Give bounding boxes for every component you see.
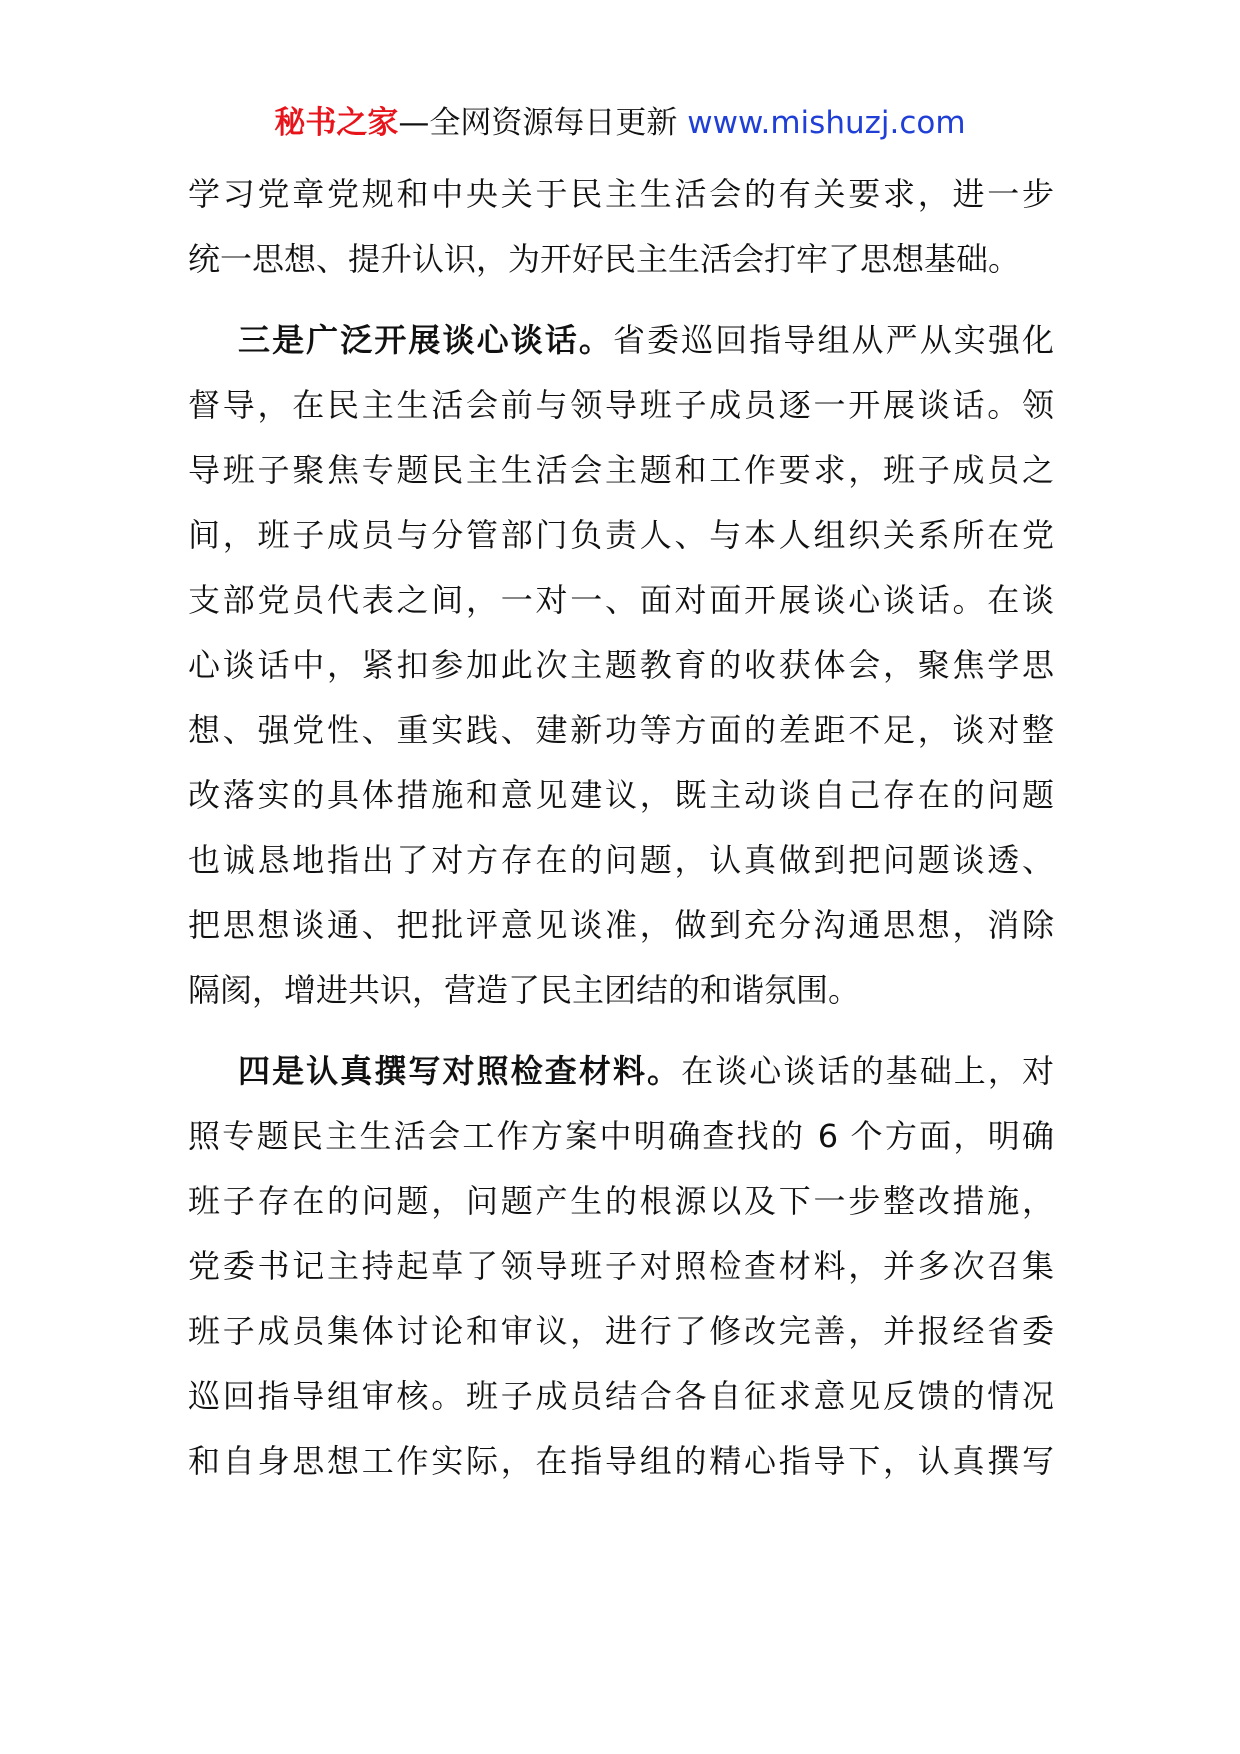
paragraph-three	[188, 308, 1054, 1023]
paragraph-first-line-text: 在谈心谈话的基础上，对	[681, 1052, 1054, 1090]
text-line: 想、强党性、重实践、建新功等方面的差距不足，谈对整	[188, 711, 1054, 749]
paragraph-first-line-text: 省委巡回指导组从严从实强化	[612, 321, 1054, 359]
text-line: 导班子聚焦专题民主生活会主题和工作要求，班子成员之	[188, 451, 1054, 489]
text-line: 间，班子成员与分管部门负责人、与本人组织关系所在党	[188, 516, 1054, 554]
paragraph-continued	[188, 162, 1054, 292]
text-line: 班子存在的问题，问题产生的根源以及下一步整改措施，	[188, 1182, 1054, 1220]
text-line: 把思想谈通、把批评意见谈准，做到充分沟通思想，消除	[188, 906, 1054, 944]
paragraph-four	[188, 1039, 1054, 1494]
text-line: 巡回指导组审核。班子成员结合各自征求意见反馈的情况	[188, 1377, 1054, 1415]
document-body	[188, 162, 1054, 1494]
site-url: www.mishuzj.com	[687, 105, 966, 141]
paragraph-first-line	[188, 1039, 1054, 1104]
paragraph-heading: 三是广泛开展谈心谈话。	[238, 321, 613, 359]
text-line: 心谈话中，紧扣参加此次主题教育的收获体会，聚焦学思	[188, 646, 1054, 684]
brand-name: 秘书之家	[274, 105, 399, 141]
text-line: 班子成员集体讨论和审议，进行了修改完善，并报经省委	[188, 1312, 1054, 1350]
paragraph-first-line	[188, 308, 1054, 373]
text-line: 统一思想、提升认识，为开好民主生活会打牢了思想基础。	[188, 240, 1021, 278]
text-line: 也诚恳地指出了对方存在的问题，认真做到把问题谈透、	[188, 841, 1054, 879]
text-line: 和自身思想工作实际，在指导组的精心指导下，认真撰写	[188, 1442, 1054, 1480]
text-line: 党委书记主持起草了领导班子对照检查材料，并多次召集	[188, 1247, 1054, 1285]
text-line: 支部党员代表之间，一对一、面对面开展谈心谈话。在谈	[188, 581, 1054, 619]
text-line: 照专题民主生活会工作方案中明确查找的 6 个方面，明确	[188, 1117, 1054, 1155]
paragraph-heading: 四是认真撰写对照检查材料。	[238, 1052, 682, 1090]
site-header-banner	[0, 100, 1240, 146]
text-line: 督导，在民主生活会前与领导班子成员逐一开展谈话。领	[188, 386, 1054, 424]
text-line: 隔阂，增进共识，营造了民主团结的和谐氛围。	[188, 971, 861, 1009]
text-line: 学习党章党规和中央关于民主生活会的有关要求，进一步	[188, 175, 1054, 213]
text-line: 改落实的具体措施和意见建议，既主动谈自己存在的问题	[188, 776, 1054, 814]
header-slogan: —全网资源每日更新	[398, 105, 678, 141]
